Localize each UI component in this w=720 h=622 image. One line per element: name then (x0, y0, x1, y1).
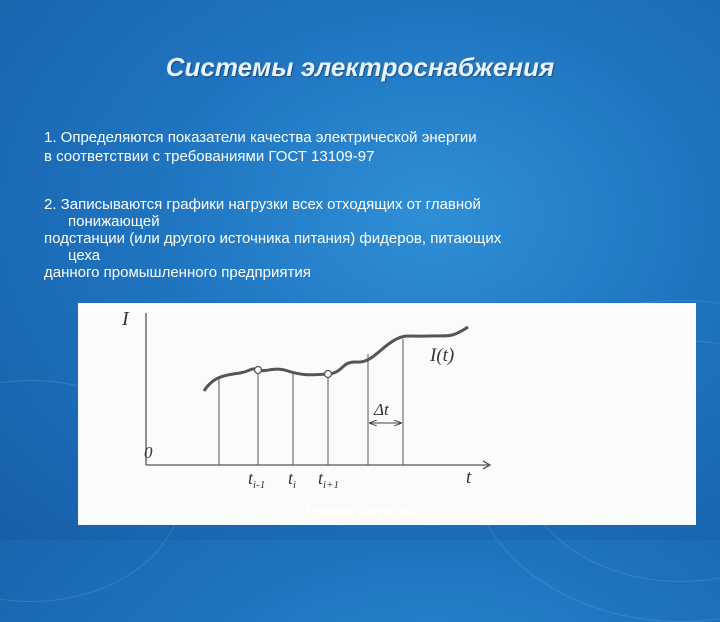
sample-point (255, 367, 262, 374)
point-1-line-1: 1. Определяются показатели качества электрической энергии (44, 129, 477, 146)
origin-label: 0 (144, 443, 153, 462)
load-curve (204, 327, 468, 391)
tick-label-ti-1: $t_{i-1}$ (248, 468, 266, 491)
point-1 (44, 128, 684, 166)
sample-point (325, 371, 332, 378)
point-2-line-3: подстанции (или другого источника питания) фидеров, питающих (44, 230, 502, 247)
point-2-line-5: данного промышленного предприятия (44, 264, 311, 281)
x-axis-label: t (466, 467, 472, 488)
y-axis-label: I (122, 308, 129, 330)
load-graph-panel (78, 303, 696, 525)
point-1-line-2: в соответствии с требованиями ГОСТ 13109-97 (44, 148, 375, 165)
point-2 (44, 195, 684, 282)
point-2-line-1: 2. Записываются графики нагрузки всех отходящих от главной (44, 196, 481, 213)
tick-label-ti+1: $t_{i+1}$ (318, 468, 339, 491)
point-2-line-2: понижающей (68, 213, 160, 230)
delta-t-label: Δt (374, 400, 389, 419)
load-graph (78, 303, 696, 525)
curve-label: I(t) (430, 345, 455, 366)
tick-label-ti: $t_i$ (288, 468, 297, 491)
point-2-line-4: цеха (68, 247, 101, 264)
slide-title: Системы электроснабжения (165, 52, 555, 82)
graph-caption: График нагрузки (306, 504, 414, 519)
